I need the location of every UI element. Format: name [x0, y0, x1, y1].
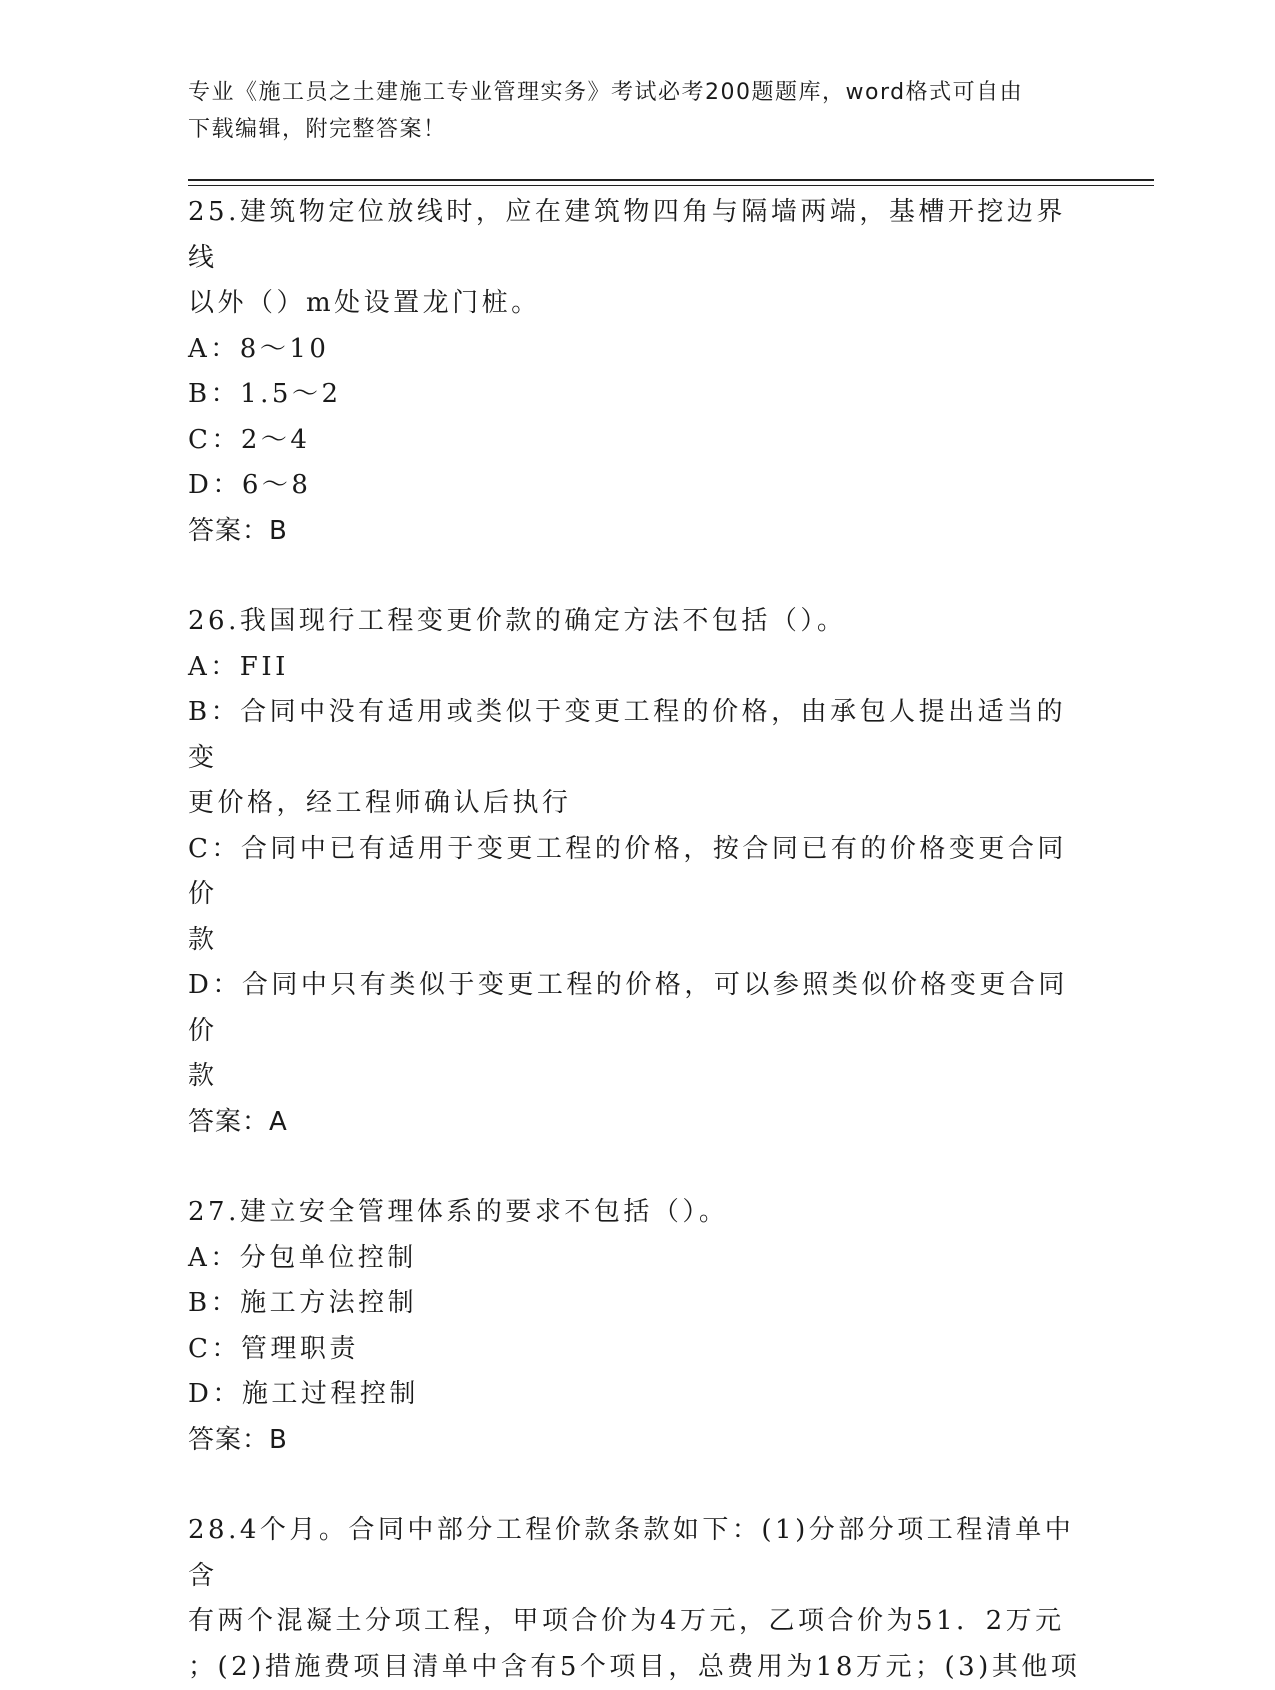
question-stem-line: ；(2)措施费项目清单中含有5个项目，总费用为18万元；(3)其他项 [188, 1645, 1088, 1690]
answer-option: B：合同中没有适用或类似于变更工程的价格，由承包人提出适当的变 [188, 690, 1088, 781]
answer-option: A：8～10 [188, 327, 1088, 373]
question-spacer [188, 1145, 1088, 1190]
answer-option: B：施工方法控制 [188, 1281, 1088, 1327]
answer-option: A：分包单位控制 [188, 1236, 1088, 1282]
answer-key: 答案：A [188, 1100, 1088, 1146]
answer-option: 更价格，经工程师确认后执行 [188, 781, 1088, 827]
header-line-2: 下载编辑，附完整答案！ [188, 111, 1068, 148]
question-spacer [188, 1463, 1088, 1508]
header-divider-thin [188, 185, 1154, 186]
answer-option: D：合同中只有类似于变更工程的价格，可以参照类似价格变更合同价 [188, 963, 1088, 1054]
question-stem-line: 有两个混凝土分项工程，甲项合价为4万元，乙项合价为51．2万元 [188, 1599, 1088, 1645]
header-divider-thick [188, 179, 1154, 181]
answer-option: C：合同中已有适用于变更工程的价格，按合同已有的价格变更合同价 [188, 827, 1088, 918]
document-header [188, 74, 1068, 148]
header-line-1: 专业《施工员之土建施工专业管理实务》考试必考200题题库，word格式可自由 [188, 74, 1068, 111]
answer-option: B：1.5～2 [188, 372, 1088, 418]
question-block [188, 190, 1088, 599]
answer-option: C：2～4 [188, 418, 1088, 464]
question-block [188, 1190, 1088, 1508]
question-spacer [188, 554, 1088, 599]
question-block [188, 599, 1088, 1190]
question-stem-line: 26.我国现行工程变更价款的确定方法不包括（）。 [188, 599, 1088, 645]
answer-option: C：管理职责 [188, 1327, 1088, 1373]
answer-key: 答案：B [188, 1418, 1088, 1464]
question-block [188, 1508, 1088, 1690]
question-stem-line: 28.4个月。合同中部分工程价款条款如下：(1)分部分项工程清单中含 [188, 1508, 1088, 1599]
question-list [188, 190, 1088, 1690]
answer-option: 款 [188, 918, 1088, 964]
answer-option: 款 [188, 1054, 1088, 1100]
question-stem-line: 25.建筑物定位放线时，应在建筑物四角与隔墙两端，基槽开挖边界线 [188, 190, 1088, 281]
answer-option: A：FII [188, 645, 1088, 691]
answer-option: D：6～8 [188, 463, 1088, 509]
question-stem-line: 27.建立安全管理体系的要求不包括（）。 [188, 1190, 1088, 1236]
answer-key: 答案：B [188, 509, 1088, 555]
answer-option: D：施工过程控制 [188, 1372, 1088, 1418]
question-stem-line: 以外（）m处设置龙门桩。 [188, 281, 1088, 327]
